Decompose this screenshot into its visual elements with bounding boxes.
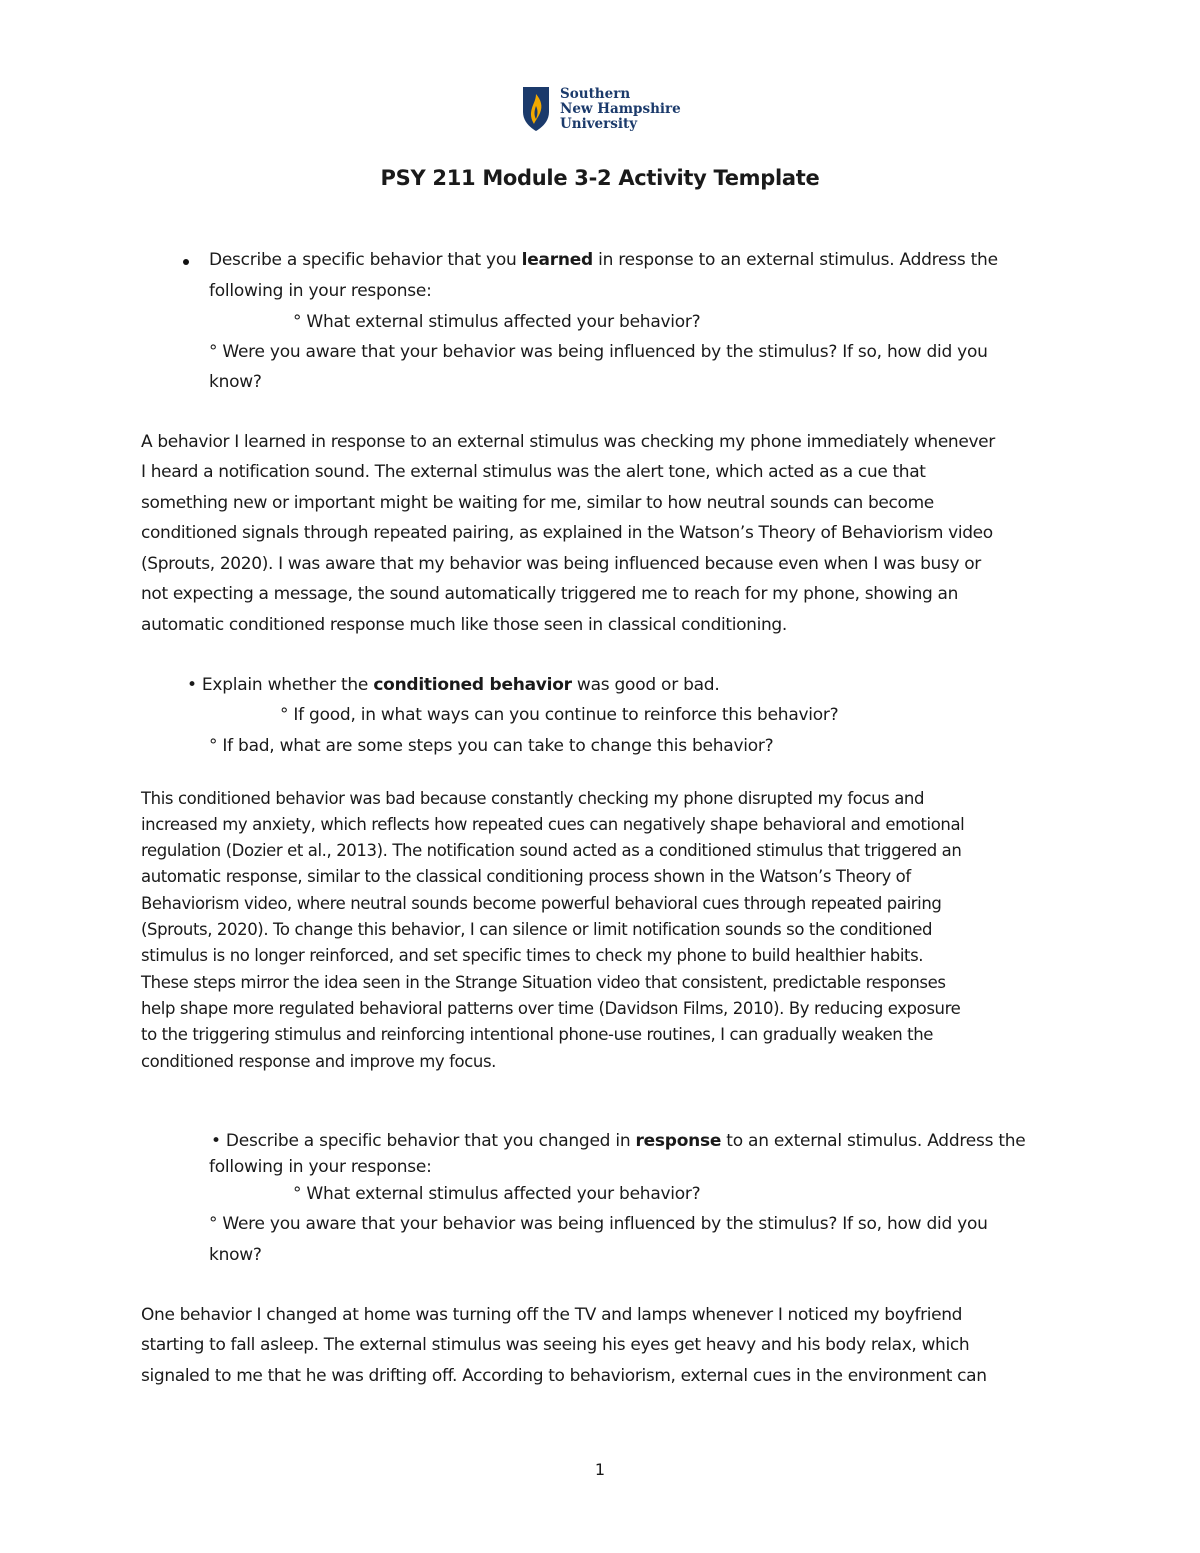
page-title: PSY 211 Module 3-2 Activity Template bbox=[380, 166, 820, 190]
section2-answer-line-8: These steps mirror the idea seen in the Strange Situation video that consistent, predictable responses bbox=[141, 973, 946, 992]
section1-answer-line-6: not expecting a message, the sound automatically triggered me to reach for my phone, showing an bbox=[141, 584, 959, 604]
prompt-text: was good or bad. bbox=[571, 675, 720, 695]
section2-prompt-subquestion-1: ° If good, in what ways can you continue to reinforce this behavior? bbox=[280, 705, 839, 725]
section3-answer-line-1: One behavior I changed at home was turning off the TV and lamps whenever I noticed my boyfriend bbox=[141, 1305, 963, 1325]
logo-line-2: New Hampshire bbox=[560, 100, 681, 117]
section1-answer-line-2: I heard a notification sound. The external stimulus was the alert tone, which acted as a cue that bbox=[141, 462, 926, 482]
section2-answer-line-1: This conditioned behavior was bad because constantly checking my phone disrupted my focus and bbox=[141, 789, 925, 808]
logo-line-3: University bbox=[560, 115, 638, 132]
section2-prompt-subquestion-2: ° If bad, what are some steps you can take to change this behavior? bbox=[209, 736, 774, 756]
section1-prompt-subquestion-1: ° What external stimulus affected your behavior? bbox=[293, 312, 701, 332]
section2-prompt-line-1 bbox=[187, 675, 720, 695]
section2-answer-line-5: Behaviorism video, where neutral sounds become powerful behavioral cues through repeated pairing bbox=[141, 894, 942, 913]
section2-answer-line-9: help shape more regulated behavioral patterns over time (Davidson Films, 2010). By reducing exposure bbox=[141, 999, 961, 1018]
prompt-text: • Explain whether the bbox=[187, 675, 374, 695]
section1-answer-line-4: conditioned signals through repeated pairing, as explained in the Watson’s Theory of Behaviorism video bbox=[141, 523, 993, 543]
section3-answer-line-3: signaled to me that he was drifting off. According to behaviorism, external cues in the environment can bbox=[141, 1366, 987, 1386]
section3-prompt-line-1 bbox=[211, 1131, 1025, 1151]
section1-prompt-subquestion-2: ° Were you aware that your behavior was being influenced by the stimulus? If so, how did you bbox=[209, 342, 988, 362]
prompt-text: • Describe a specific behavior that you changed in bbox=[211, 1131, 636, 1151]
section2-answer-line-6: (Sprouts, 2020). To change this behavior, I can silence or limit notification sounds so the conditioned bbox=[141, 920, 933, 939]
section1-prompt-line-1 bbox=[209, 250, 998, 270]
page-number: 1 bbox=[594, 1460, 606, 1479]
section2-answer-line-4: automatic response, similar to the classical conditioning process shown in the Watson’s Theory of bbox=[141, 867, 911, 886]
shield-flame-logo-icon bbox=[522, 86, 550, 132]
prompt-text: in response to an external stimulus. Address the bbox=[592, 250, 998, 270]
bullet-dot-icon bbox=[183, 259, 189, 265]
section1-answer-line-3: something new or important might be waiting for me, similar to how neutral sounds can become bbox=[141, 493, 934, 513]
prompt-text: to an external stimulus. Address the bbox=[721, 1131, 1026, 1151]
section1-prompt-line-2: following in your response: bbox=[209, 281, 432, 301]
logo-line-1: Southern bbox=[560, 85, 631, 102]
section3-prompt-subquestion-2: ° Were you aware that your behavior was being influenced by the stimulus? If so, how did you bbox=[209, 1214, 988, 1234]
section3-prompt-subquestion-1: ° What external stimulus affected your behavior? bbox=[293, 1184, 701, 1204]
university-logo bbox=[522, 84, 681, 134]
section2-answer-line-3: regulation (Dozier et al., 2013). The notification sound acted as a conditioned stimulus that triggered an bbox=[141, 841, 962, 860]
section2-answer-line-10: to the triggering stimulus and reinforcing intentional phone-use routines, I can gradually weaken the bbox=[141, 1025, 934, 1044]
section1-answer-line-7: automatic conditioned response much like those seen in classical conditioning. bbox=[141, 615, 787, 635]
section1-answer-line-1: A behavior I learned in response to an external stimulus was checking my phone immediately whenever bbox=[141, 432, 995, 452]
prompt-bold-term: response bbox=[635, 1131, 722, 1151]
section1-prompt-subquestion-2-cont: know? bbox=[209, 372, 262, 392]
prompt-text: Describe a specific behavior that you bbox=[209, 250, 522, 270]
section3-prompt-subquestion-2-cont: know? bbox=[209, 1245, 262, 1265]
prompt-bold-term: learned bbox=[521, 250, 593, 270]
section1-answer-line-5: (Sprouts, 2020). I was aware that my behavior was being influenced because even when I was busy or bbox=[141, 554, 981, 574]
section3-answer-line-2: starting to fall asleep. The external stimulus was seeing his eyes get heavy and his body relax, which bbox=[141, 1335, 970, 1355]
section2-answer-line-2: increased my anxiety, which reflects how repeated cues can negatively shape behavioral and emotional bbox=[141, 815, 965, 834]
section2-answer-line-11: conditioned response and improve my focus. bbox=[141, 1052, 496, 1071]
prompt-bold-term: conditioned behavior bbox=[373, 675, 572, 695]
section3-prompt-line-2: following in your response: bbox=[209, 1157, 432, 1177]
section2-answer-line-7: stimulus is no longer reinforced, and set specific times to check my phone to build healthier habits. bbox=[141, 946, 924, 965]
logo-wordmark bbox=[560, 87, 681, 132]
